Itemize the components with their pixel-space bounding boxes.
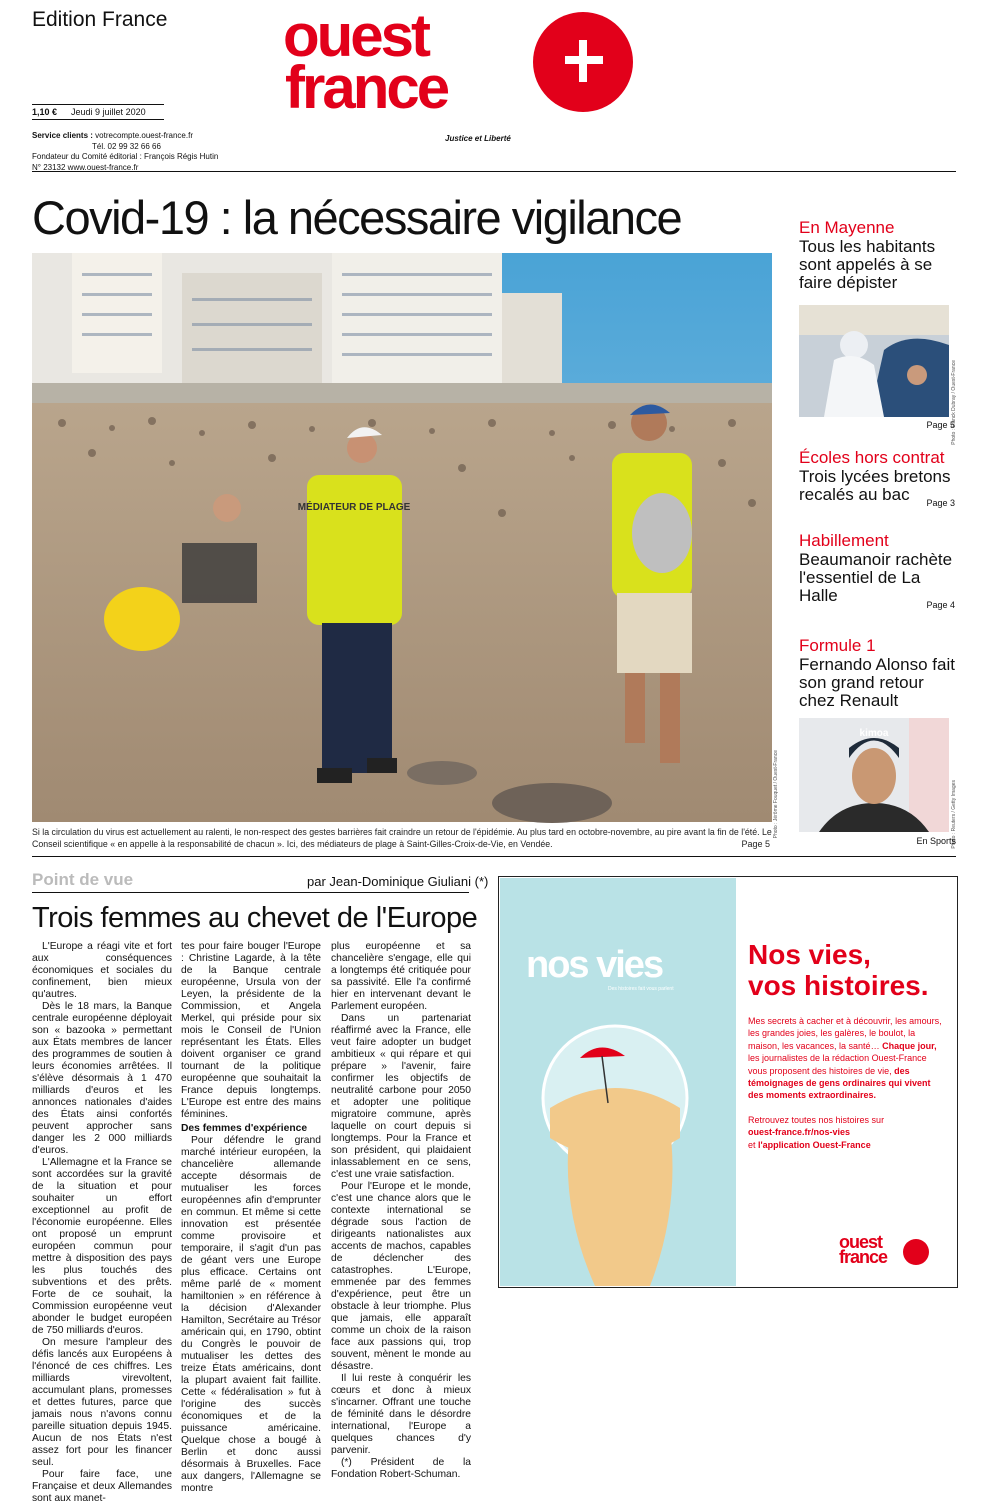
sidebar-kicker: En Mayenne xyxy=(799,218,895,237)
mayenne-photo-credit: Photo : Franck Dubray / Ouest-France xyxy=(951,360,957,445)
paragraph: plus européenne et sa chancelière s'engage, elle qui a longtemps été critiquée pour sa passivité. Elle l'a confirmé hier en intervenant devant le Parlement européen. xyxy=(331,941,471,1012)
ad-title-line2: vos histoires. xyxy=(748,970,929,1001)
price-date-bar xyxy=(32,104,164,120)
paragraph: Dès le 18 mars, la Banque centrale européenne déployait son « bazooka » permettant aux États membres de lancer des programmes de soutien à leurs économies arrêtées. Il s'élève désormais à 1 470 milliards d'euros et les annonces nationales d'aides des États ainsi confortés peuvent approcher sans danger les 2 000 milliards d'euros. xyxy=(32,1001,172,1156)
caption-text: Si la circulation du virus est actuellement au ralenti, le non-respect des gestes barrières fait craindre un retour de l'épidémie. Au plus tard en octobre-novembre, au pire avant la fin de l'été. Le Conseil scientifique « en appelle à la responsabilité de chacun ». Ici, des médiateurs de plage à Saint-Gilles-Croix-de-Vie, en Vendée. xyxy=(32,827,772,849)
sidebar-title: Tous les habitants sont appelés à se faire dépister xyxy=(799,237,936,292)
ad-title xyxy=(748,939,929,1001)
sidebar-item-ecoles[interactable] xyxy=(799,448,959,504)
sidebar-title: Fernando Alonso fait son grand retour chez Renault xyxy=(799,655,955,710)
paragraph: L'Europe a réagi vite et fort aux conséquences économiques et sociales du confinement, bien mieux qu'autres. xyxy=(32,941,172,1000)
sidebar-kicker: Écoles hors contrat xyxy=(799,448,945,467)
main-photo xyxy=(32,253,772,822)
sidebar-kicker: Formule 1 xyxy=(799,636,876,655)
main-caption xyxy=(32,826,772,850)
main-headline[interactable]: Covid-19 : la nécessaire vigilance xyxy=(32,191,682,244)
ad-text-bold-2: des témoignages de gens ordinaires qui vivent des moments extraordinaires. xyxy=(748,1065,931,1101)
ad-title-line1: Nos vies, xyxy=(748,939,871,970)
opinion-subhead: Des femmes d'expérience xyxy=(181,1123,308,1134)
ad-cta: Retrouvez toutes nos histoires sur xyxy=(748,1114,885,1125)
logo-circle-icon xyxy=(533,12,633,112)
paragraph: L'Allemagne et la France se sont accordées sur la gravité de la situation et pour souhaiter un effort exceptionnel au profit de l'économie européenne. Elles ont proposé un emprunt européen commun pour mettre à disposition des pays les plus touchés des subventions et des prêts. Forte de ce souhait, la Commission européenne veut abonder le budget européen de 750 milliards d'euros. xyxy=(32,1157,172,1336)
opinion-headline[interactable]: Trois femmes au chevet de l'Europe xyxy=(32,902,478,934)
sidebar-page-ref[interactable]: Page 5 xyxy=(926,420,955,430)
date: Jeudi 9 juillet 2020 xyxy=(71,107,146,117)
ad-brand-sub: Des histoires fait vous parlent xyxy=(608,986,674,992)
ad-illustration xyxy=(500,878,736,1286)
opinion-column-3 xyxy=(331,941,471,1480)
mayenne-photo xyxy=(799,305,949,417)
phone: Tél. 02 99 32 66 66 xyxy=(92,141,161,151)
vest-text: MÉDIATEUR DE PLAGE xyxy=(297,502,411,513)
nos-vies-ad[interactable] xyxy=(498,876,958,1288)
sidebar-item-formule1[interactable] xyxy=(799,636,959,710)
ad-link-website[interactable]: ouest-france.fr/nos-vies xyxy=(748,1127,851,1138)
cap-text: kimoa xyxy=(859,728,889,739)
service-info xyxy=(32,131,252,173)
sidebar-item-mayenne[interactable] xyxy=(799,218,959,292)
ad-ouest-france-logo xyxy=(839,1232,935,1271)
paragraph: Pour l'Europe et le monde, c'est une chance alors que le contexte international se dégrade sous l'action de dirigeants nationalistes aux accents de machos, capables de déclencher des catastrophes. L'Europe, emmenée par des femmes d'expérience, peut être un obstacle à leur triomphe. Plus que jamais, elle apparaît comme un choix de la raison face aux passions qui, trop souvent, mènent le monde au désastre. xyxy=(331,1181,471,1372)
ad-logo-word1: ouest xyxy=(839,1232,883,1252)
opinion-column-1 xyxy=(32,941,172,1504)
masthead-rule xyxy=(32,171,956,172)
ad-logo-circle-icon xyxy=(903,1239,929,1265)
paragraph: Pour faire face, une Française et deux Allemandes sont aux manet- xyxy=(32,1469,172,1504)
section-rule xyxy=(32,856,956,857)
price: 1,10 € xyxy=(32,107,58,117)
sidebar-page-ref[interactable]: Page 4 xyxy=(926,600,955,610)
ad-text-bold: Chaque jour, xyxy=(882,1040,937,1051)
sidebar-page-ref[interactable]: En Sports xyxy=(916,836,956,846)
paragraph: Pour défendre le grand marché intérieur européen, la chancelière allemande accepte désormais de mutualiser les forces européennes afin d'emprunter en commun. Et même si cette innovation est présentée comme provisoire et temporaire, il s'agit d'un pas de géant vers une Europe plus efficace. Certains ont même parlé de « moment hamiltonien » en référence à la décision d'Alexander Hamilton, Secrétaire au Trésor américain qui, en 1790, obtint du Congrès le pouvoir de mutualiser les dettes des treize États américains, dont la plupart avaient fait faillite. Cette « fédéralisation » fut à l'origine des succès économiques et de la puissance américaine. Quelque chose a bougé à Berlin et donc aussi désormais à Bruxelles. Face aux dangers, l'Allemagne se montre xyxy=(181,1135,321,1494)
sidebar-kicker: Habillement xyxy=(799,531,889,550)
opinion-author: par Jean-Dominique Giuliani (*) xyxy=(307,874,489,889)
paragraph: (*) Président de la Fondation Robert-Schuman. xyxy=(331,1457,471,1480)
paragraph: tes pour faire bouger l'Europe : Christine Lagarde, à la tête de la Banque centrale européenne, Ursula von der Leyen, la présidente de la Commission, et Angela Merkel, qui préside pour six mois le Conseil de l'Union représentant les États. Elles doivent organiser ce grand tournant de la politique européenne que souhaitait la France depuis longtemps. L'Europe est entre des mains féminines. xyxy=(181,941,321,1120)
sidebar-item-habillement[interactable] xyxy=(799,531,959,605)
sidebar-page-ref[interactable]: Page 3 xyxy=(926,498,955,508)
section-point-de-vue: Point de vue xyxy=(32,870,134,889)
alonso-photo-credit: Photo : Reuters / Getty Images xyxy=(951,780,957,849)
logo-word-ouest: ouest xyxy=(283,2,429,69)
ad-text-1: Mes secrets à cacher et à découvrir, les amours, les grandes joies, les galères, le boulot, la maison, les vacances, la santé… xyxy=(748,1016,942,1051)
sidebar-title: Trois lycées bretons recalés au bac xyxy=(799,467,951,504)
ad-body xyxy=(748,1015,943,1151)
opinion-rule xyxy=(32,892,469,893)
tagline: Justice et Liberté xyxy=(445,134,511,143)
paragraph: Il lui reste à conquérir les cœurs et donc à mieux s'incarner. Offrant une touche de féminité dans le désordre international, l'Europe a quelques chances d'y parvenir. xyxy=(331,1373,471,1456)
ad-brand: nos vies xyxy=(526,944,663,986)
opinion-column-2 xyxy=(181,941,321,1494)
ad-logo-word2: france xyxy=(839,1247,888,1267)
service-url[interactable]: votrecompte.ouest-france.fr xyxy=(95,131,193,140)
founder: Fondateur du Comité éditorial : François Régis Hutin xyxy=(32,152,219,161)
main-photo-credit: Photo : Jérôme Fouquet / Ouest-France xyxy=(773,750,779,839)
ad-link-app[interactable]: l'application Ouest-France xyxy=(758,1139,871,1150)
ouest-france-logo[interactable] xyxy=(283,2,639,128)
edition-label: Edition France xyxy=(32,8,168,31)
paragraph: On mesure l'ampleur des défis lancés aux Européens à l'énoncé de ces chiffres. Les milliards virevoltent, accumulant plans, promesses et dettes futures, parce que jamais nous n'avons connu pareille situation depuis 1945. Aucun de nos États n'est assez fort pour les financer seul. xyxy=(32,1337,172,1468)
ad-cta-and: et xyxy=(748,1139,756,1150)
paragraph: Dans un partenariat réaffirmé avec la France, elle veut faire adopter un budget ambitieux « qui répare et qui prépare » l'avenir, faire confirmer les objectifs de neutralité carbone pour 2050 et adopter une politique migratoire commune, après laquelle on court depuis si longtemps. Pour la France et son président, qui plaidaient inlassablement en ce sens, c'est une vraie satisfaction. xyxy=(331,1013,471,1180)
sidebar-title: Beaumanoir rachète l'essentiel de La Halle xyxy=(799,550,953,605)
service-label: Service clients : xyxy=(32,131,93,140)
main-page-ref[interactable]: Page 5 xyxy=(741,839,770,849)
logo-word-france: france xyxy=(285,54,448,121)
issue-number: N° 23132 www.ouest-france.fr xyxy=(32,162,139,172)
alonso-photo xyxy=(799,718,949,832)
ad-text-2: les journalistes de la rédaction Ouest-France vous proposent des histoires de vie, xyxy=(748,1053,927,1076)
